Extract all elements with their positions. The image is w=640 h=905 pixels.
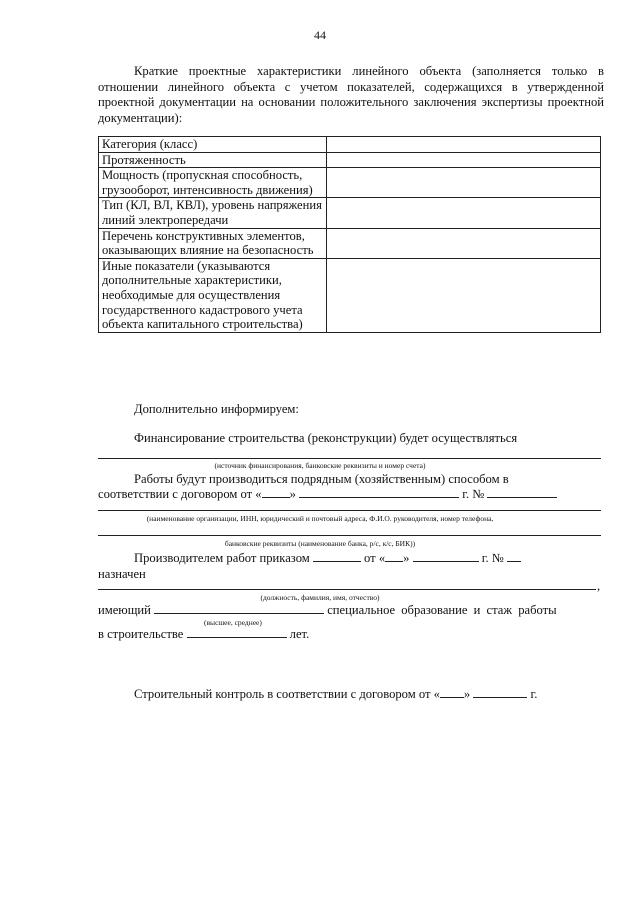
contract-month-field[interactable] — [299, 487, 459, 498]
from-label: от « — [364, 551, 386, 565]
row-value[interactable] — [327, 152, 601, 168]
row-value[interactable] — [327, 137, 601, 153]
control-day-field[interactable] — [440, 687, 464, 698]
financing-text: Финансирование строительства (реконструкции) будет осуществляться — [134, 431, 518, 445]
page-number: 44 — [314, 28, 326, 42]
row-label: Тип (КЛ, ВЛ, КВЛ), уровень напряжения линий электропередачи — [99, 198, 327, 228]
characteristics-table — [98, 136, 601, 333]
experience-years-field[interactable] — [187, 627, 287, 638]
appointed-person-field[interactable] — [98, 589, 596, 590]
year-label: г. — [530, 687, 538, 701]
appointed-label: назначен — [98, 567, 146, 581]
additionally-heading: Дополнительно информируем: — [134, 402, 299, 416]
bank-caption: банковские реквизиты (наименование банка, р/с, к/с, БИК)) — [224, 539, 416, 548]
row-value[interactable] — [327, 228, 601, 258]
education-caption: (высшее, среднее) — [204, 618, 262, 627]
table-row — [99, 137, 601, 153]
row-label: Протяженность — [99, 152, 327, 168]
years-label: лет. — [289, 627, 310, 641]
row-label: Перечень конструктивных элементов, оказывающих влияние на безопасность — [99, 228, 327, 258]
table-row — [99, 258, 601, 332]
quote-close: » — [403, 551, 410, 565]
row-value[interactable] — [327, 198, 601, 228]
construction-label: в строительстве — [98, 627, 184, 641]
comma: , — [597, 579, 601, 593]
order-number-field[interactable] — [313, 551, 361, 562]
financing-caption: (источник финансирования, банковские реквизиты и номер счета) — [214, 461, 426, 470]
quote-close: » — [463, 687, 471, 701]
order-day-field[interactable] — [385, 551, 403, 562]
row-label: Категория (класс) — [99, 137, 327, 153]
experience-line — [98, 627, 309, 642]
control-line — [134, 687, 537, 702]
position-caption: (должность, фамилия, имя, отчество) — [260, 593, 380, 602]
control-label: Строительный контроль в соответствии с договором от « — [134, 687, 440, 701]
works-line-1: Работы будут производиться подрядным (хозяйственным) способом в — [134, 472, 509, 486]
works-line-2 — [98, 487, 557, 502]
bank-details-field[interactable] — [98, 535, 601, 536]
contract-label: соответствии с договором от « — [98, 487, 262, 501]
row-value[interactable] — [327, 258, 601, 332]
control-month-field[interactable] — [473, 687, 527, 698]
year-number-label: г. № — [462, 487, 485, 501]
quote-close: » — [289, 487, 296, 501]
contract-day-field[interactable] — [262, 487, 290, 498]
having-line — [98, 603, 557, 618]
order-month-field[interactable] — [413, 551, 479, 562]
table-row — [99, 198, 601, 228]
having-label: имеющий — [98, 603, 151, 617]
intro-paragraph: Краткие проектные характеристики линейного объекта (заполняется только в отношении линейного объекта с учетом показателей, содержащихся в утвержденной проектной документации на основании положительного заключения экспертизы проектной документации): — [98, 64, 604, 125]
table-row — [99, 168, 601, 198]
row-value[interactable] — [327, 168, 601, 198]
financing-source-field[interactable] — [98, 458, 601, 459]
org-caption: (наименование организации, ИНН, юридический и почтовый адреса, Ф.И.О. руководителя, номер телефона, — [146, 514, 494, 523]
row-label: Иные показатели (указываются дополнительные характеристики, необходимые для осуществления государственного кадастрового учета объекта капитального строительства) — [99, 258, 327, 332]
contract-number-field[interactable] — [487, 487, 557, 498]
table-row — [99, 152, 601, 168]
table-row — [99, 228, 601, 258]
producer-label: Производителем работ приказом — [134, 551, 310, 565]
producer-line — [134, 551, 521, 566]
education-field[interactable] — [154, 603, 324, 614]
order-no-field[interactable] — [507, 551, 521, 562]
year-number-label: г. № — [481, 551, 504, 565]
row-label: Мощность (пропускная способность, грузооборот, интенсивность движения) — [99, 168, 327, 198]
contractor-field[interactable] — [98, 510, 601, 511]
education-label: специальное образование и стаж работы — [327, 603, 557, 617]
